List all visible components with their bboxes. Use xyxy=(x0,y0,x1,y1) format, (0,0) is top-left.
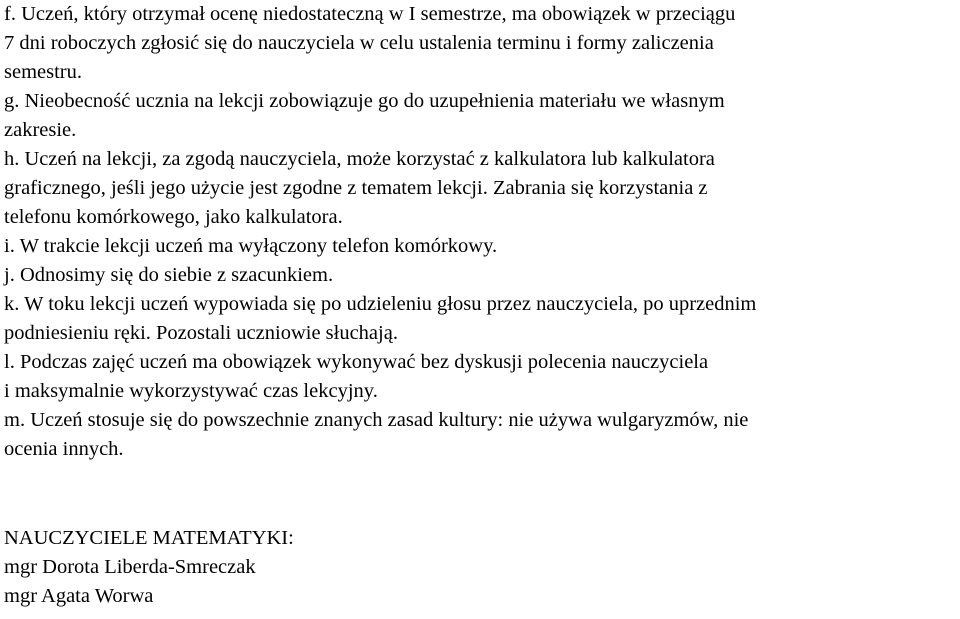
rule-l xyxy=(4,348,954,406)
rule-f-line-1: f. Uczeń, który otrzymał ocenę niedostateczną w I semestrze, ma obowiązek w przeciągu xyxy=(4,3,736,25)
rule-g-line-2: zakresie. xyxy=(4,119,77,141)
rule-g xyxy=(4,87,954,145)
rule-f-line-3: semestru. xyxy=(4,61,82,83)
teacher-name: mgr Agata Worwa xyxy=(4,585,154,607)
document-page xyxy=(4,0,954,611)
rule-i xyxy=(4,232,954,261)
rule-m-line-1: m. Uczeń stosuje się do powszechnie znanych zasad kultury: nie używa wulgaryzmów, nie xyxy=(4,409,749,431)
teacher-name: mgr Dorota Liberda-Smreczak xyxy=(4,556,256,578)
rule-k-line-1: k. W toku lekcji uczeń wypowiada się po udzieleniu głosu przez nauczyciela, po uprzednim xyxy=(4,293,757,315)
signature-heading: NAUCZYCIELE MATEMATYKI: xyxy=(4,527,294,549)
rule-h-line-2: graficznego, jeśli jego użycie jest zgodne z tematem lekcji. Zabrania się korzystania z xyxy=(4,177,708,199)
spacer xyxy=(4,464,954,524)
rule-j-line-1: j. Odnosimy się do siebie z szacunkiem. xyxy=(4,264,334,286)
rule-k xyxy=(4,290,954,348)
rule-k-line-2: podniesieniu ręki. Pozostali uczniowie słuchają. xyxy=(4,322,398,344)
rule-h-line-1: h. Uczeń na lekcji, za zgodą nauczyciela, może korzystać z kalkulatora lub kalkulatora xyxy=(4,148,715,170)
rule-f-line-2: 7 dni roboczych zgłosić się do nauczyciela w celu ustalenia terminu i formy zaliczenia xyxy=(4,32,714,54)
rule-l-line-2: i maksymalnie wykorzystywać czas lekcyjny. xyxy=(4,380,378,402)
rule-g-line-1: g. Nieobecność ucznia na lekcji zobowiązuje go do uzupełnienia materiału we własnym xyxy=(4,90,725,112)
signature-block xyxy=(4,524,954,611)
rule-f xyxy=(4,0,954,87)
rule-i-line-1: i. W trakcie lekcji uczeń ma wyłączony telefon komórkowy. xyxy=(4,235,498,257)
rule-h-line-3: telefonu komórkowego, jako kalkulatora. xyxy=(4,206,343,228)
rule-m-line-2: ocenia innych. xyxy=(4,438,124,460)
rule-m xyxy=(4,406,954,464)
rule-l-line-1: l. Podczas zajęć uczeń ma obowiązek wykonywać bez dyskusji polecenia nauczyciela xyxy=(4,351,709,373)
rule-h xyxy=(4,145,954,232)
rule-j xyxy=(4,261,954,290)
